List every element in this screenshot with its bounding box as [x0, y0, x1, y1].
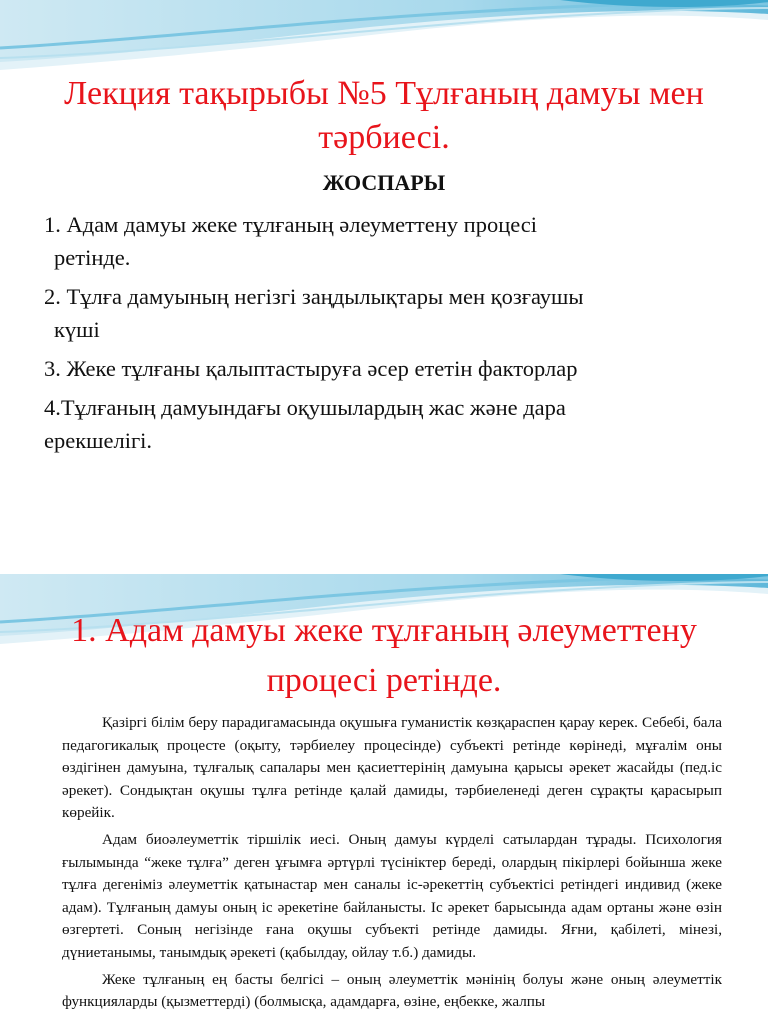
plan-item-continuation: күші: [54, 317, 100, 342]
slide-2-body: [62, 712, 722, 1018]
plan-item-continuation: ерекшелігі.: [44, 428, 153, 453]
plan-item-line: 2. Тұлға дамуының негізгі заңдылықтары мен қозғаушы: [44, 284, 584, 309]
plan-item-line: 1. Адам дамуы жеке тұлғаның әлеуметтену процесі: [44, 212, 538, 237]
body-paragraph: Жеке тұлғаның ең басты белгісі – оның әлеуметтік мәнінің болуы және оның әлеуметтік функцияларды (қызметтерді) (болмысқа, адамдарға, өзіне, еңбекке, жалпы: [62, 970, 722, 1011]
slide-separator: [0, 566, 768, 574]
plan-item: [44, 208, 744, 274]
plan-heading: ЖОСПАРЫ: [322, 170, 446, 195]
plan-item: [44, 352, 744, 385]
slide-2-title: 1. Адам дамуы жеке тұлғаның әлеуметтену процесі ретінде.: [71, 612, 697, 699]
plan-item-line: 3. Жеке тұлғаны қалыптастыруға әсер ететін факторлар: [44, 356, 578, 381]
plan-list: [44, 208, 744, 463]
plan-item-continuation: ретінде.: [54, 245, 131, 270]
plan-item: [44, 280, 744, 346]
plan-item: [44, 391, 744, 457]
plan-item-line: 4.Тұлғаның дамуындағы оқушылардың жас және дара: [44, 395, 566, 420]
body-paragraph: Қазіргі білім беру парадигамасында оқушыға гуманистік көзқараспен қарау керек. Себебі, бала педагогикалық процесте (оқыту, тәрбиелеу процесінде) субъекті ретінде көрінеді, мұғалім оны өздігінен дамуына, тұлғалық сапалары мен қасиеттерінің дамуына қарысы әрекет жасайды (пед.іс әрекет). Сондықтан оқушы тұлға ретінде қалай дамиды, тәрбиеленеді деген сұрақты қарасырып көрейік.: [62, 714, 722, 822]
slide-title: Лекция тақырыбы №5 Тұлғаның дамуы мен тәрбиесі.: [64, 75, 704, 156]
body-paragraph: Адам биоәлеуметтік тіршілік иесі. Оның дамуы күрделі сатылардан тұрады. Психология ғылымында “жеке тұлға” деген ұғымға әртүрлі түсініктер береді, олардың пікірлері бойынша жеке тұлға дегеніміз әлеуметтік қатынастар мен саналы іс-әрекеттің субъектісі ретіндегі индивид (жеке адам). Тұлғаның дамуы оның іс әрекетіне байланысты. Іс әрекет барысында адам ортаны және өзін өзгертеті. Соның негізінде ғана оқушы субъекті ретінде дамиды. Яғни, қабілеті, мінезі, дүниетанымы, танымдық әрекеті (қабылдау, ойлау т.б.) дамиды.: [62, 830, 722, 961]
